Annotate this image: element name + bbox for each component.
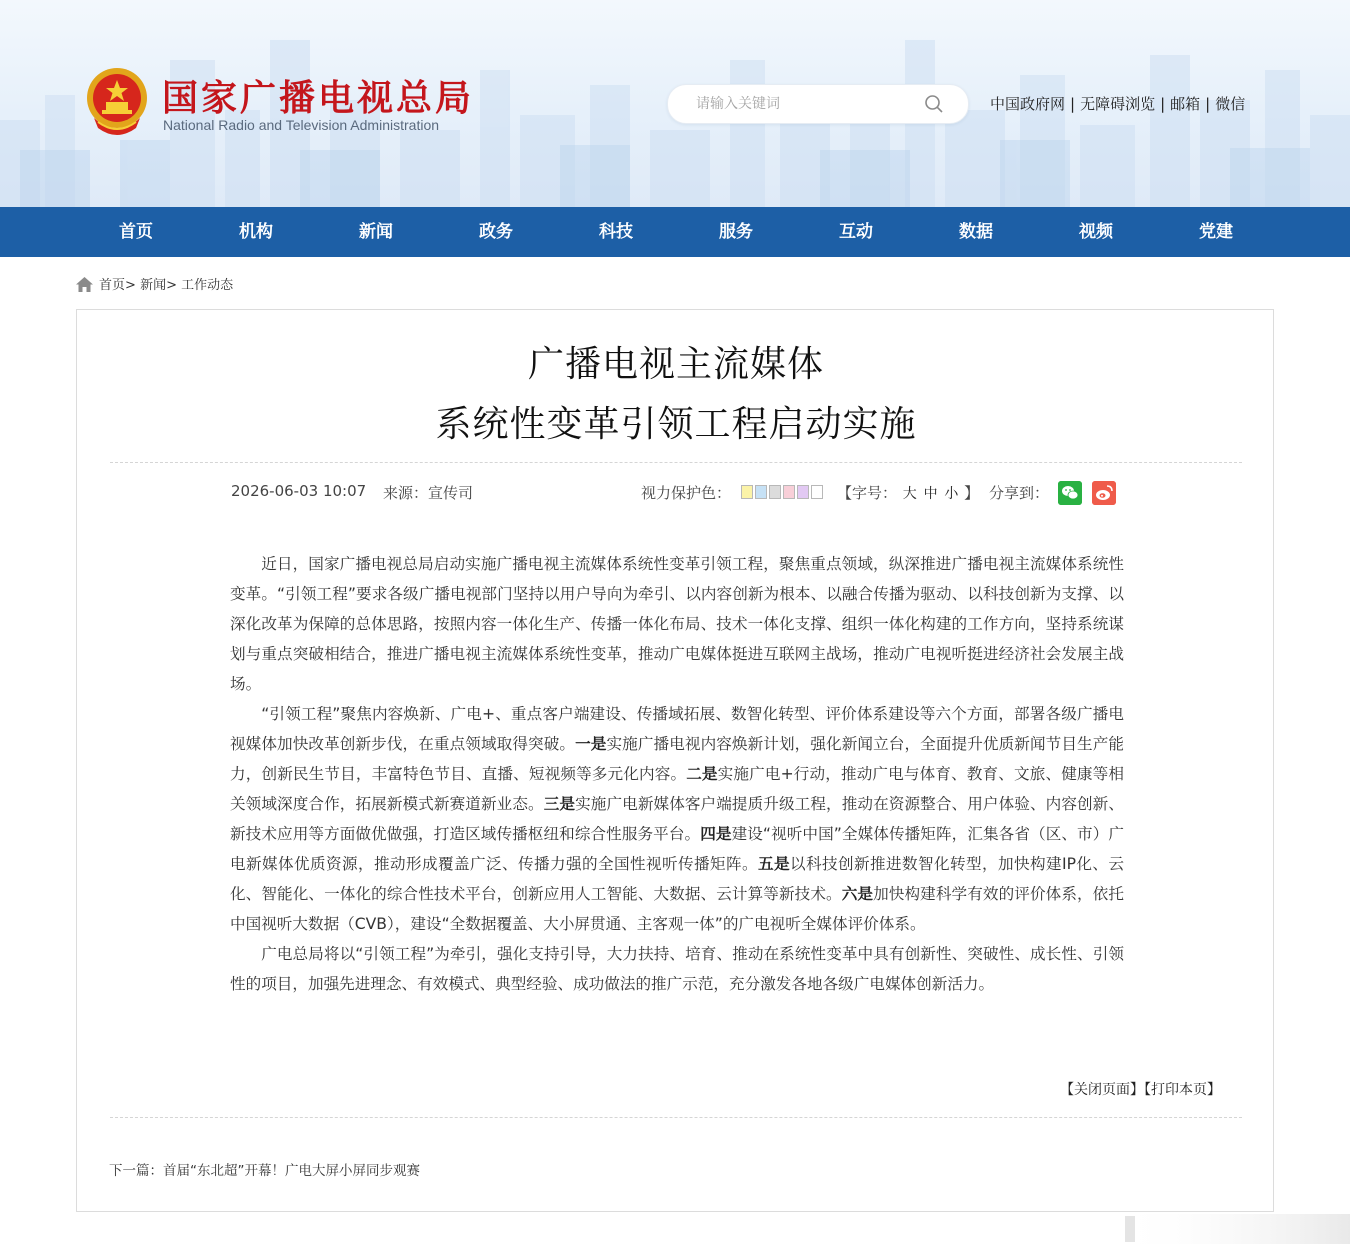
- nav-item-video[interactable]: 视频: [1079, 222, 1113, 242]
- search-input[interactable]: [696, 85, 916, 123]
- article-actions: [1060, 1079, 1221, 1099]
- search-icon[interactable]: [924, 94, 944, 114]
- nav-item-data[interactable]: 数据: [959, 222, 993, 242]
- font-size-large[interactable]: 大: [902, 486, 917, 502]
- breadcrumb-work-updates[interactable]: 工作动态: [181, 278, 234, 293]
- close-page-link[interactable]: 【关闭页面】: [1060, 1082, 1144, 1098]
- link-accessibility[interactable]: 无障碍浏览: [1080, 95, 1156, 113]
- link-separator: |: [1070, 95, 1076, 113]
- article-title-line1: 广播电视主流媒体: [527, 344, 824, 385]
- breadcrumb-separator: >: [125, 278, 136, 293]
- weibo-icon[interactable]: [1092, 481, 1116, 505]
- next-article: [109, 1159, 420, 1179]
- eye-care-swatch-gray[interactable]: [769, 485, 781, 499]
- nav-item-institution[interactable]: 机构: [239, 222, 273, 242]
- article-body: [230, 549, 1124, 999]
- article-text: 以科技创新推进数智化转型，加快构建IP化、云化、智能化、一体化的综合性技术平台，创新应用人工智能、大数据、云计算等新技术。: [230, 855, 1124, 903]
- article-paragraph: [230, 699, 1124, 939]
- article-paragraph: [230, 549, 1124, 699]
- font-size-medium[interactable]: 中: [923, 486, 938, 502]
- breadcrumb: [76, 274, 233, 293]
- search-box: [667, 84, 969, 124]
- nav-item-party[interactable]: 党建: [1199, 222, 1233, 242]
- article-text: 广电总局将以“引领工程”为牵引，强化支持引导，大力扶持、培育、推动在系统性变革中具有创新性、突破性、成长性、引领性的项目，加强先进理念、有效模式、典型经验、成功做法的推广示范，充分激发各地各级广电媒体创新活力。: [230, 945, 1124, 993]
- next-article-link[interactable]: 首届“东北超”开幕！广电大屏小屏同步观赛: [163, 1163, 420, 1179]
- eye-care-swatch-yellow[interactable]: [741, 485, 753, 499]
- article-text: 加快构建科学有效的评价体系，依托中国视听大数据（CVB），建设“全数据覆盖、大小屏贯通、主客观一体”的广电视听全媒体评价体系。: [230, 885, 1124, 933]
- article-emphasis: 三是: [543, 795, 576, 813]
- eye-care-swatch-blue[interactable]: [755, 485, 767, 499]
- article-source: [383, 482, 473, 503]
- link-separator: |: [1160, 95, 1166, 113]
- font-size-label: 【字号：: [837, 484, 898, 502]
- national-emblem-icon: [84, 66, 150, 136]
- top-links: [990, 93, 1245, 114]
- eye-care-swatch-purple[interactable]: [797, 485, 809, 499]
- link-separator: |: [1205, 95, 1211, 113]
- article-panel: [76, 309, 1274, 1212]
- title-divider: [110, 462, 1242, 463]
- footer-divider: [110, 1117, 1242, 1118]
- breadcrumb-separator: >: [166, 278, 177, 293]
- source-value: 宣传司: [428, 484, 474, 502]
- link-gov-cn[interactable]: 中国政府网: [990, 95, 1066, 113]
- article-text: 实施广电新媒体客户端提质升级工程，推动在资源整合、用户体验、内容创新、新技术应用等方面做优做强，打造区域传播枢纽和综合性服务平台。: [230, 795, 1124, 843]
- source-label: 来源：: [383, 484, 429, 502]
- font-size-small[interactable]: 小: [944, 486, 959, 502]
- eye-care-swatch-pink[interactable]: [783, 485, 795, 499]
- article-emphasis: 五是: [757, 855, 790, 873]
- article-text: 近日，国家广播电视总局启动实施广播电视主流媒体系统性变革引领工程，聚焦重点领域，纵深推进广播电视主流媒体系统性变革。“引领工程”要求各级广播电视部门坚持以用户导向为牵引、以内容创新为根本、以融合传播为驱动、以科技创新为支撑、以深化改革为保障的总体思路，按照内容一体化生产、传播一体化布局、技术一体化支撑、组织一体化构建的工作方向，坚持系统谋划与重点突破相结合，推进广播电视主流媒体系统性变革，推动广电媒体挺进互联网主战场，推动广电视听挺进经济社会发展主战场。: [230, 555, 1124, 693]
- nav-item-government[interactable]: 政务: [479, 222, 513, 242]
- nav-item-news[interactable]: 新闻: [359, 222, 393, 242]
- site-header: [0, 0, 1350, 207]
- article-paragraph: [230, 939, 1124, 999]
- main-nav: [0, 207, 1350, 257]
- article-text: 建设“视听中国”全媒体传播矩阵，汇集各省（区、市）广电新媒体优质资源，推动形成覆盖广泛、传播力强的全国性视听传播矩阵。: [230, 825, 1124, 873]
- article-emphasis: 六是: [841, 885, 874, 903]
- next-article-label: 下一篇：: [109, 1163, 163, 1179]
- font-size-close: 】: [964, 484, 980, 502]
- article-emphasis: 二是: [686, 765, 718, 783]
- share-label: 分享到：: [989, 484, 1050, 502]
- site-title[interactable]: 国家广播电视总局: [162, 78, 475, 119]
- article-text: 实施广播电视内容焕新计划，强化新闻立台，全面提升优质新闻节目生产能力，创新民生节目，丰富特色节目、直播、短视频等多元化内容。: [230, 735, 1124, 783]
- font-size-control: [837, 482, 979, 503]
- eye-care-swatch-white[interactable]: [811, 485, 823, 499]
- article-emphasis: 四是: [700, 825, 732, 843]
- print-page-link[interactable]: 【打印本页】: [1144, 1082, 1221, 1098]
- breadcrumb-home[interactable]: 首页: [99, 278, 126, 293]
- nav-item-home[interactable]: 首页: [119, 222, 153, 242]
- article-title-line2: 系统性变革引领工程启动实施: [435, 404, 917, 445]
- site-subtitle: National Radio and Television Administration: [163, 117, 440, 133]
- wechat-icon[interactable]: [1058, 481, 1082, 505]
- link-mailbox[interactable]: 邮箱: [1170, 95, 1201, 113]
- breadcrumb-news[interactable]: 新闻: [140, 278, 167, 293]
- eye-care-label: 视力保护色：: [641, 484, 732, 502]
- nav-item-service[interactable]: 服务: [719, 222, 753, 242]
- article-emphasis: 一是: [575, 735, 607, 753]
- publish-date: 2026-06-03 10:07: [231, 482, 367, 500]
- article-text: 实施广电+行动，推动广电与体育、教育、文旅、健康等相关领域深度合作，拓展新模式新赛道新业态。: [230, 765, 1124, 813]
- page-shadow-decoration: [1115, 1214, 1350, 1244]
- link-wechat[interactable]: 微信: [1215, 95, 1246, 113]
- nav-item-interaction[interactable]: 互动: [839, 222, 873, 242]
- article-text: “引领工程”聚焦内容焕新、广电+、重点客户端建设、传播域拓展、数智化转型、评价体系建设等六个方面，部署各级广播电视媒体加快改革创新步伐，在重点领域取得突破。: [230, 705, 1124, 753]
- nav-item-technology[interactable]: 科技: [599, 222, 633, 242]
- home-icon: [76, 277, 93, 292]
